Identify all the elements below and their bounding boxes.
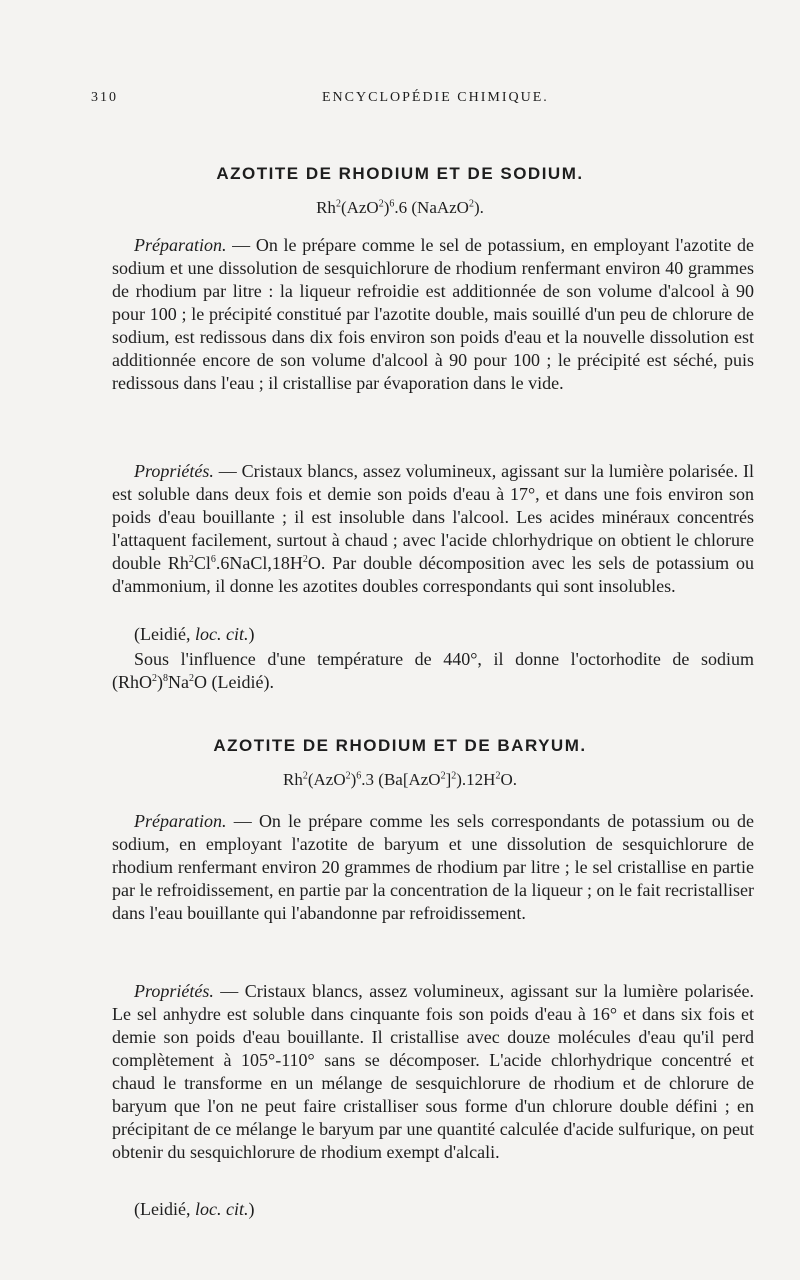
preparation-paragraph-sodium: Préparation. — On le prépare comme le sel de potassium, en employant l'azotite de sodium et une dissolution de sesquichlorure de rhodium renfermant environ 40 grammes de rhodium par litre : la liqueur refroidie est additionnée de son volume d'alcool à 90 pour 100 ; le précipité constitué par l'azotite double, mais souillé d'un peu de chlorure de sodium, est redissous dans dix fois environ son poids d'eau et la nouvelle dissolution est additionnée encore de son volume d'alcool à 90 pour 100 ; le précipité est séché, puis redissous dans l'eau ; il cristallise par évaporation dans le vide. xyxy=(112,235,754,393)
section-title-sodium: AZOTITE DE RHODIUM ET DE SODIUM. xyxy=(216,164,584,183)
preparation-paragraph-baryum: Préparation. — On le prépare comme les sels correspondants de potassium ou de sodium, en employant l'azotite de baryum et une dissolution de sesquichlorure de rhodium renfermant environ 20 grammes de rhodium par litre ; le sel cristallise en partie par le refroidissement, en partie par la concentration de la liqueur ; on le fait recristalliser dans l'eau bouillante qui l'abandonne par refroidissement. xyxy=(112,811,754,923)
formula-baryum: $Rh^2(AzO^2)^6.3$ $(Ba[AzO^2]^2).12H^2O$. xyxy=(283,770,517,789)
running-header xyxy=(0,90,800,114)
paragraph-lead: Propriétés. xyxy=(134,461,214,481)
citation-baryum: (Leidié, loc. cit.) xyxy=(134,1199,255,1219)
running-title: ENCYCLOPÉDIE CHIMIQUE. xyxy=(322,90,549,105)
paragraph-lead: Propriétés. xyxy=(134,981,214,1001)
paragraph-lead: Préparation. xyxy=(134,811,227,831)
formula-sodium: $Rh^2(AzO^2)^6.6$ (NaAzO$^2$). xyxy=(316,198,484,217)
proprietes-paragraph-baryum: Propriétés. — Cristaux blancs, assez volumineux, agissant sur la lumière polarisée. Le sel anhydre est soluble dans cinquante fois son poids d'eau à 16° et dans six fois et demie son poids d'eau bouillante. Il cristallise avec douze molécules d'eau qu'il perd complètement à 105°-110° sans se décomposer. L'acide chlorhydrique concentré et chaud le transforme en un mélange de sesquichlorure de rhodium et de chlorure de baryum que l'on ne peut faire cristalliser sous forme d'un chlorure double défini ; en précipitant de ce mélange le baryum par une quantité calculée d'acide sulfurique, on peut obtenir du sesquichlorure de rhodium exempt d'alcali. xyxy=(112,981,754,1162)
page-number: 310 xyxy=(91,90,118,105)
paragraph-lead: Préparation. xyxy=(134,235,227,255)
citation-sodium: (Leidié, loc. cit.) xyxy=(134,624,255,644)
proprietes-paragraph-sodium: Propriétés. — Cristaux blancs, assez volumineux, agissant sur la lumière polarisée. Il est soluble dans deux fois et demie son poids d'eau à 17°, et dans une fois environ son poids d'eau bouillante ; il est insoluble dans l'alcool. Les acides minéraux concentrés l'attaquent facilement, surtout à chaud ; avec l'acide chlorhydrique on obtient le chlorure double $Rh^2Cl^6.6NaCl,18H^2O$. Par double décomposition avec les sels de potassium ou d'ammonium, il donne les azotites doubles correspondants qui sont insolubles. xyxy=(112,461,754,596)
section-title-baryum: AZOTITE DE RHODIUM ET DE BARYUM. xyxy=(213,736,587,755)
octorhodite-note: Sous l'influence d'une température de 440°, il donne l'octorhodite de sodium $(RhO^2)^8Na^2O$ (Leidié). xyxy=(112,649,754,692)
